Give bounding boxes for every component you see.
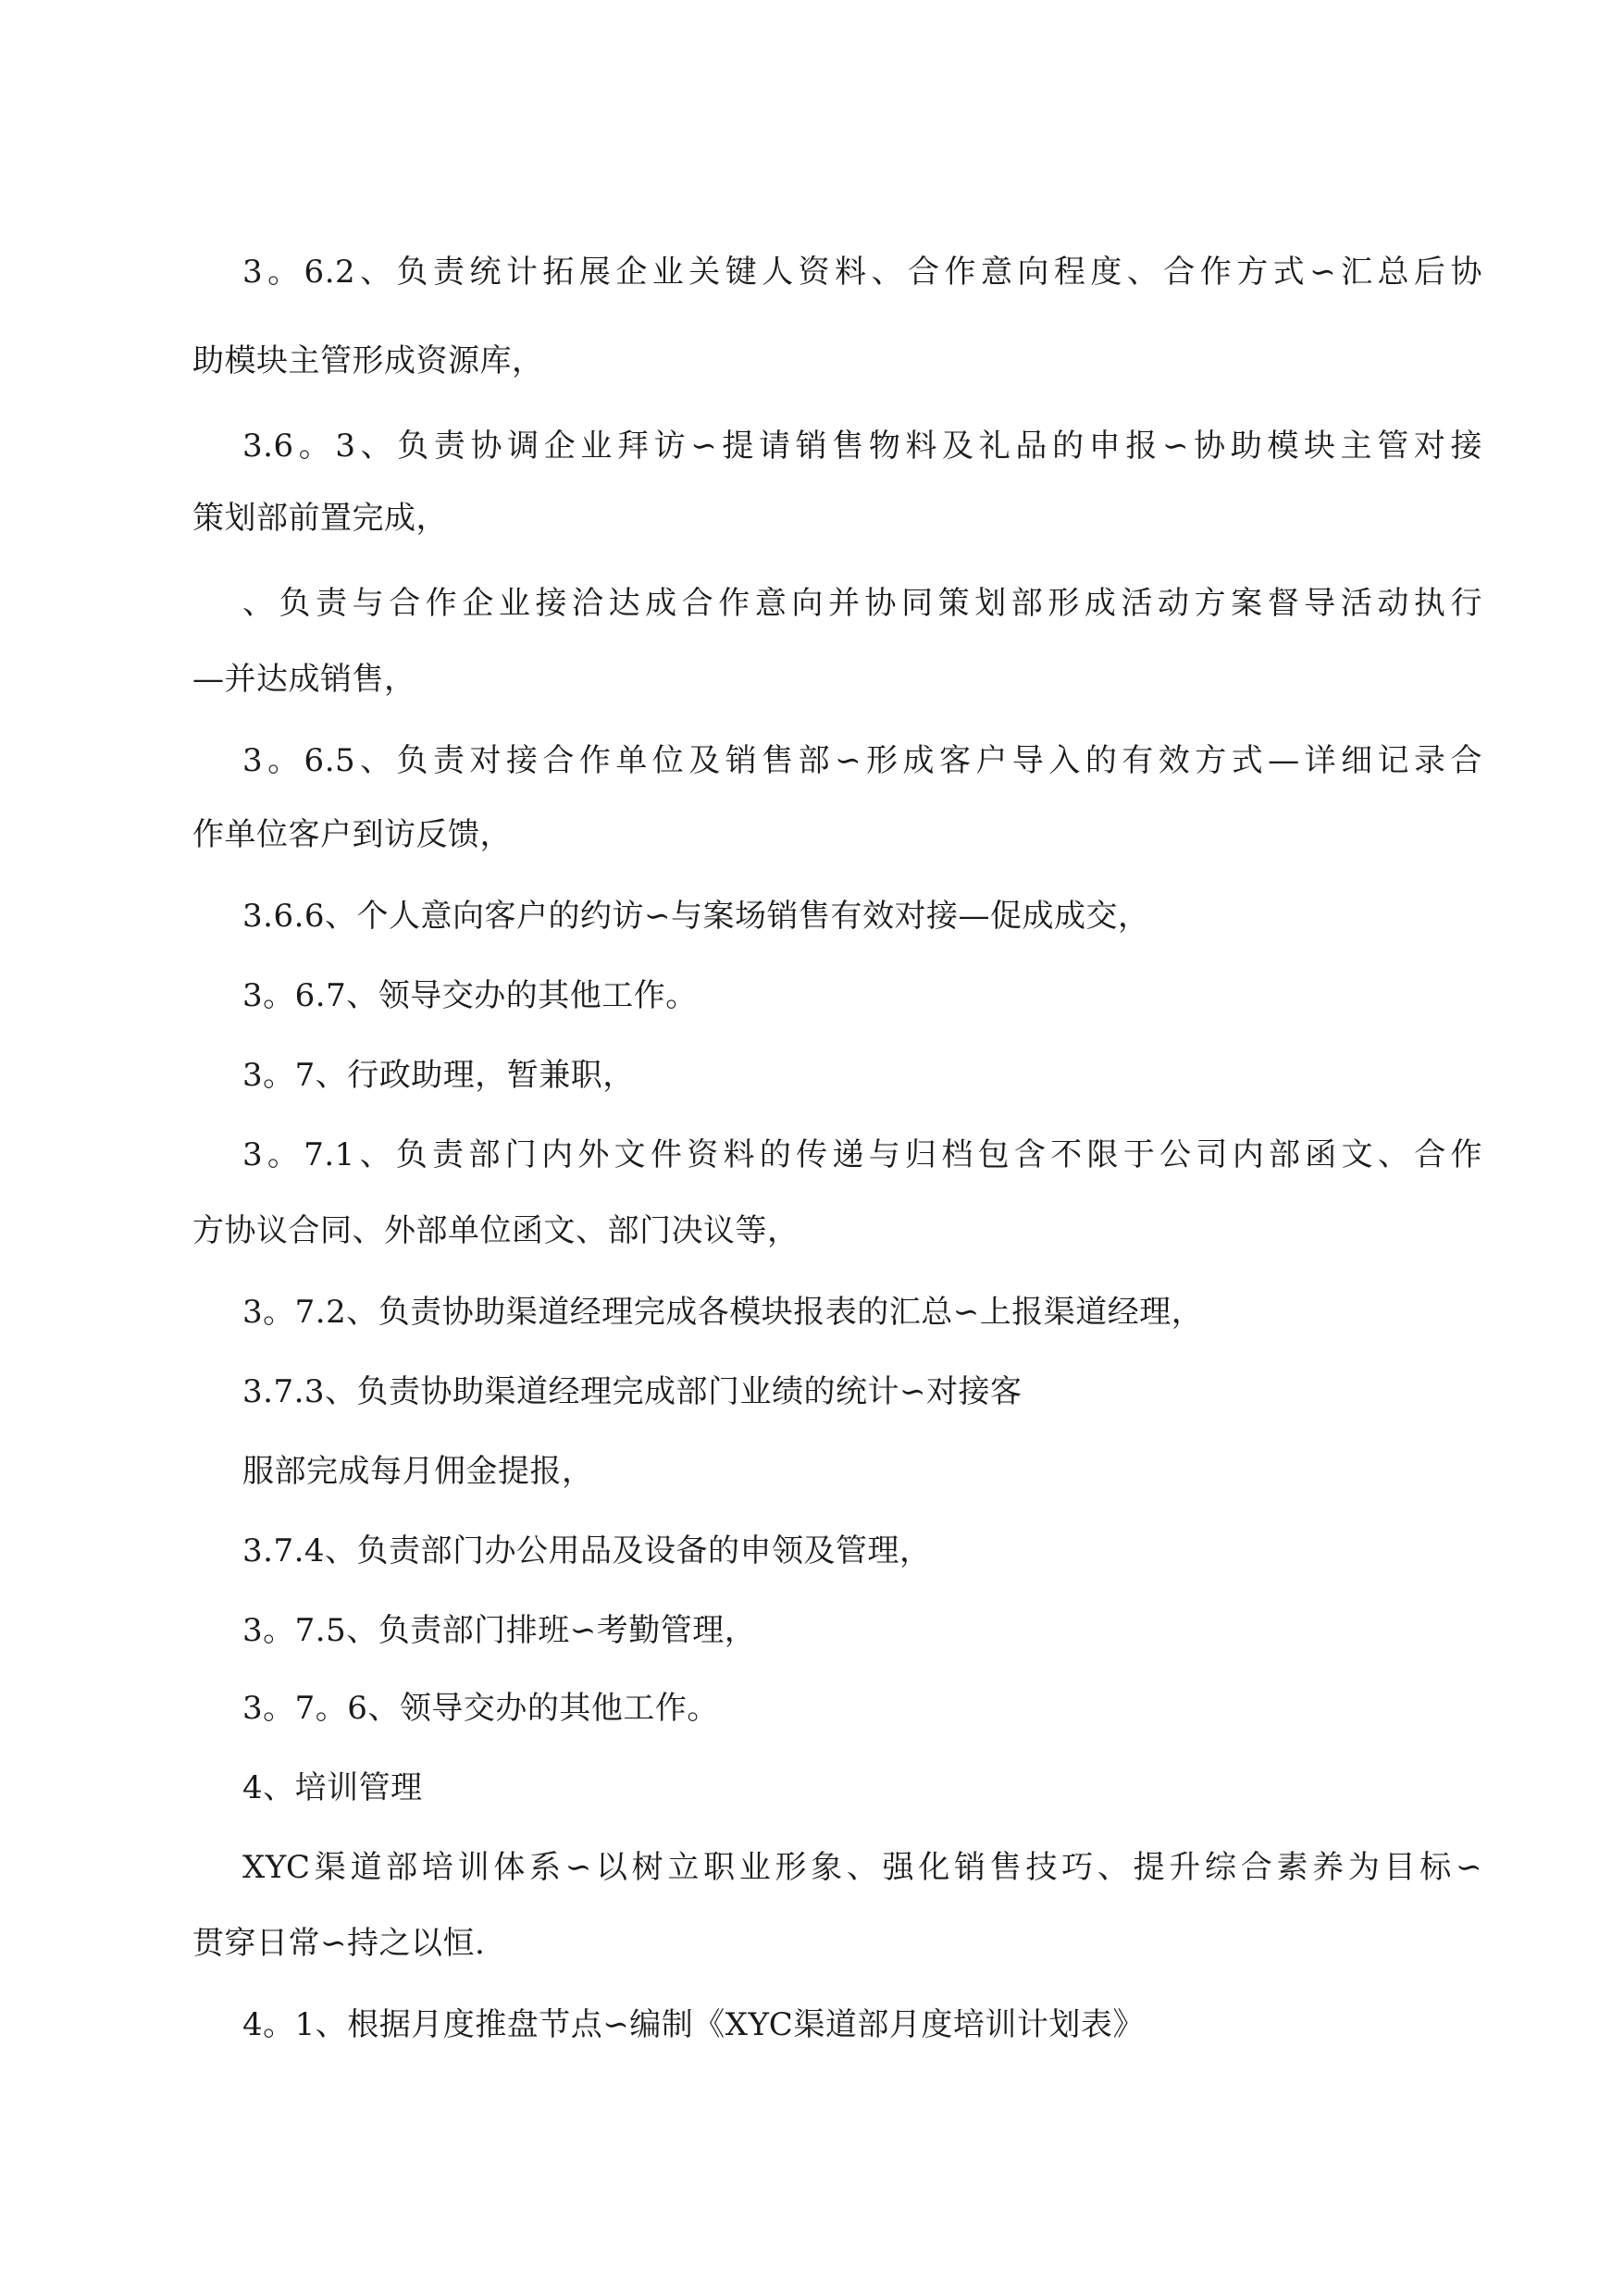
paragraph-3-6-3-line-1: 3.6。3、负责协调企业拜访∽提请销售物料及礼品的申报∽协助模块主管对接 xyxy=(242,428,1482,465)
paragraph-3-6-4-line-1: 、负责与合作企业接洽达成合作意向并协同策划部形成活动方案督导活动执行 xyxy=(242,585,1482,622)
paragraph-3-7-4: 3.7.4、负责部门办公用品及设备的申领及管理， xyxy=(242,1532,932,1569)
paragraph-3-6-3-line-2: 策划部前置完成， xyxy=(192,500,448,537)
paragraph-3-6-4-line-2: —并达成销售， xyxy=(192,661,416,698)
paragraph-3-6-2-line-1: 3。6.2、负责统计拓展企业关键人资料、合作意向程度、合作方式∽汇总后协 xyxy=(242,254,1482,291)
paragraph-3-7: 3。7、行政助理，暂兼职， xyxy=(242,1057,635,1094)
paragraph-3-6-7: 3。6.7、领导交办的其他工作。 xyxy=(242,977,698,1014)
paragraph-3-6-6: 3.6.6、个人意向客户的约访∽与案场销售有效对接—促成成交， xyxy=(242,898,1150,935)
paragraph-3-7-2: 3。7.2、负责协助渠道经理完成各模块报表的汇总∽上报渠道经理， xyxy=(242,1294,1204,1331)
paragraph-training-intro-line-1: XYC渠道部培训体系∽以树立职业形象、强化销售技巧、提升综合素养为目标∽ xyxy=(242,1849,1482,1886)
paragraph-training-intro-line-2: 贯穿日常∽持之以恒. xyxy=(192,1925,486,1962)
paragraph-3-6-2-line-2: 助模块主管形成资源库， xyxy=(192,342,544,379)
paragraph-3-7-5: 3。7.5、负责部门排班∽考勤管理， xyxy=(242,1612,757,1649)
paragraph-3-7-3-line-2: 服部完成每月佣金提报， xyxy=(242,1453,594,1490)
paragraph-3-7-3-line-1: 3.7.3、负责协助渠道经理完成部门业绩的统计∽对接客 xyxy=(242,1373,1023,1410)
paragraph-3-7-6: 3。7。6、领导交办的其他工作。 xyxy=(242,1690,719,1727)
paragraph-3-7-1-line-1: 3。7.1、负责部门内外文件资料的传递与归档包含不限于公司内部函文、合作 xyxy=(242,1136,1482,1173)
paragraph-4-1: 4。1、根据月度推盘节点∽编制《XYC渠道部月度培训计划表》 xyxy=(242,2006,1145,2043)
paragraph-3-6-5-line-1: 3。6.5、负责对接合作单位及销售部∽形成客户导入的有效方式—详细记录合 xyxy=(242,742,1482,779)
section-heading-4-training: 4、培训管理 xyxy=(242,1769,423,1806)
paragraph-3-7-1-line-2: 方协议合同、外部单位函文、部门决议等， xyxy=(192,1212,800,1249)
paragraph-3-6-5-line-2: 作单位客户到访反馈， xyxy=(192,816,512,853)
